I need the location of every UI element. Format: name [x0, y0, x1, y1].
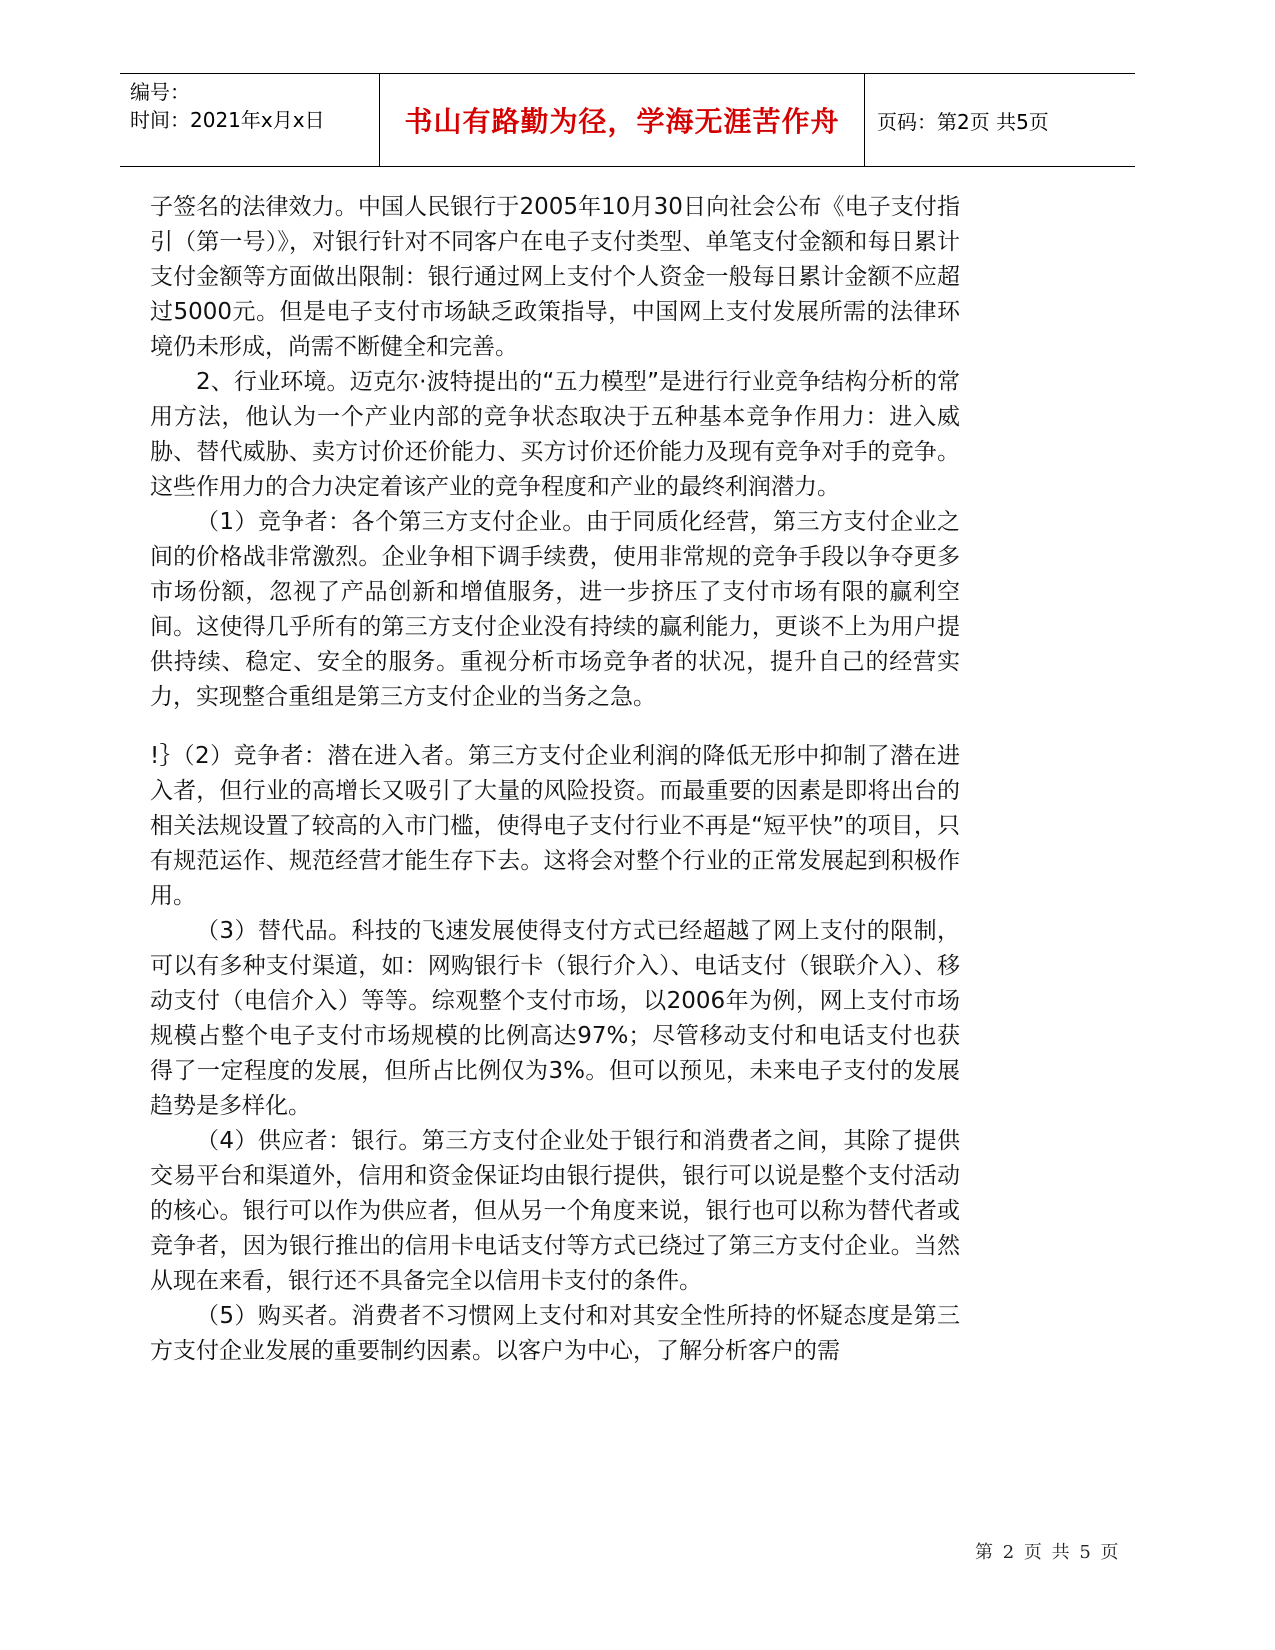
paragraph: （3）替代品。科技的飞速发展使得支付方式已经超越了网上支付的限制，可以有多种支付渠道，如：网购银行卡（银行介入）、电话支付（银联介入）、移动支付（电信介入）等等。综观整个支付市场，以2006年为例，网上支付市场规模占整个电子支付市场规模的比例高达97%；尽管移动支付和电话支付也获得了一定程度的发展，但所占比例仅为3%。但可以预见，未来电子支付的发展趋势是多样化。: [150, 918, 960, 1119]
paragraph: （5）购买者。消费者不习惯网上支付和对其安全性所持的怀疑态度是第三方支付企业发展的重要制约因素。以客户为中心，了解分析客户的需: [150, 1303, 960, 1364]
document-number-label: 编号：: [130, 80, 190, 104]
document-time-label: 时间：2021年x月x日: [130, 108, 325, 132]
paragraph: !｝（2）竞争者：潜在进入者。第三方支付企业利润的降低无形中抑制了潜在进入者，但行业的高增长又吸引了大量的风险投资。而最重要的因素是即将出台的相关法规设置了较高的入市门槛，使得电子支付行业不再是“短平快”的项目，只有规范运作、规范经营才能生存下去。这将会对整个行业的正常发展起到积极作用。: [150, 743, 960, 909]
header-page-code: 页码：第2页 共5页: [877, 109, 1049, 134]
paragraph: 2、行业环境。迈克尔·波特提出的“五力模型”是进行行业竞争结构分析的常用方法，他认为一个产业内部的竞争状态取决于五种基本竞争作用力：进入威胁、替代威胁、卖方讨价还价能力、买方讨价还价能力及现有竞争对手的竞争。这些作用力的合力决定着该产业的竞争程度和产业的最终利润潜力。: [150, 369, 960, 500]
document-body: [150, 190, 960, 1369]
header-info-cell: [120, 74, 380, 166]
paragraph: 子签名的法律效力。中国人民银行于2005年10月30日向社会公布《电子支付指引（第一号）》，对银行针对不同客户在电子支付类型、单笔支付金额和每日累计支付金额等方面做出限制：银行通过网上支付个人资金一般每日累计金额不应超过5000元。但是电子支付市场缺乏政策指导，中国网上支付发展所需的法律环境仍未形成，尚需不断健全和完善。: [150, 194, 960, 360]
paragraph: （4）供应者：银行。第三方支付企业处于银行和消费者之间，其除了提供交易平台和渠道外，信用和资金保证均由银行提供，银行可以说是整个支付活动的核心。银行可以作为供应者，但从另一个角度来说，银行也可以称为替代者或竞争者，因为银行推出的信用卡电话支付等方式已绕过了第三方支付企业。当然从现在来看，银行还不具备完全以信用卡支付的条件。: [150, 1128, 960, 1294]
paragraph: （1）竞争者：各个第三方支付企业。由于同质化经营，第三方支付企业之间的价格战非常激烈。企业争相下调手续费，使用非常规的竞争手段以争夺更多市场份额，忽视了产品创新和增值服务，进一步挤压了支付市场有限的赢利空间。这使得几乎所有的第三方支付企业没有持续的赢利能力，更谈不上为用户提供持续、稳定、安全的服务。重视分析市场竞争者的状况，提升自己的经营实力，实现整合重组是第三方支付企业的当务之急。: [150, 509, 960, 710]
page-footer: 第 2 页 共 5 页: [975, 1542, 1121, 1563]
page-header: [120, 73, 1135, 167]
header-motto: 书山有路勤为径，学海无涯苦作舟: [380, 74, 865, 166]
